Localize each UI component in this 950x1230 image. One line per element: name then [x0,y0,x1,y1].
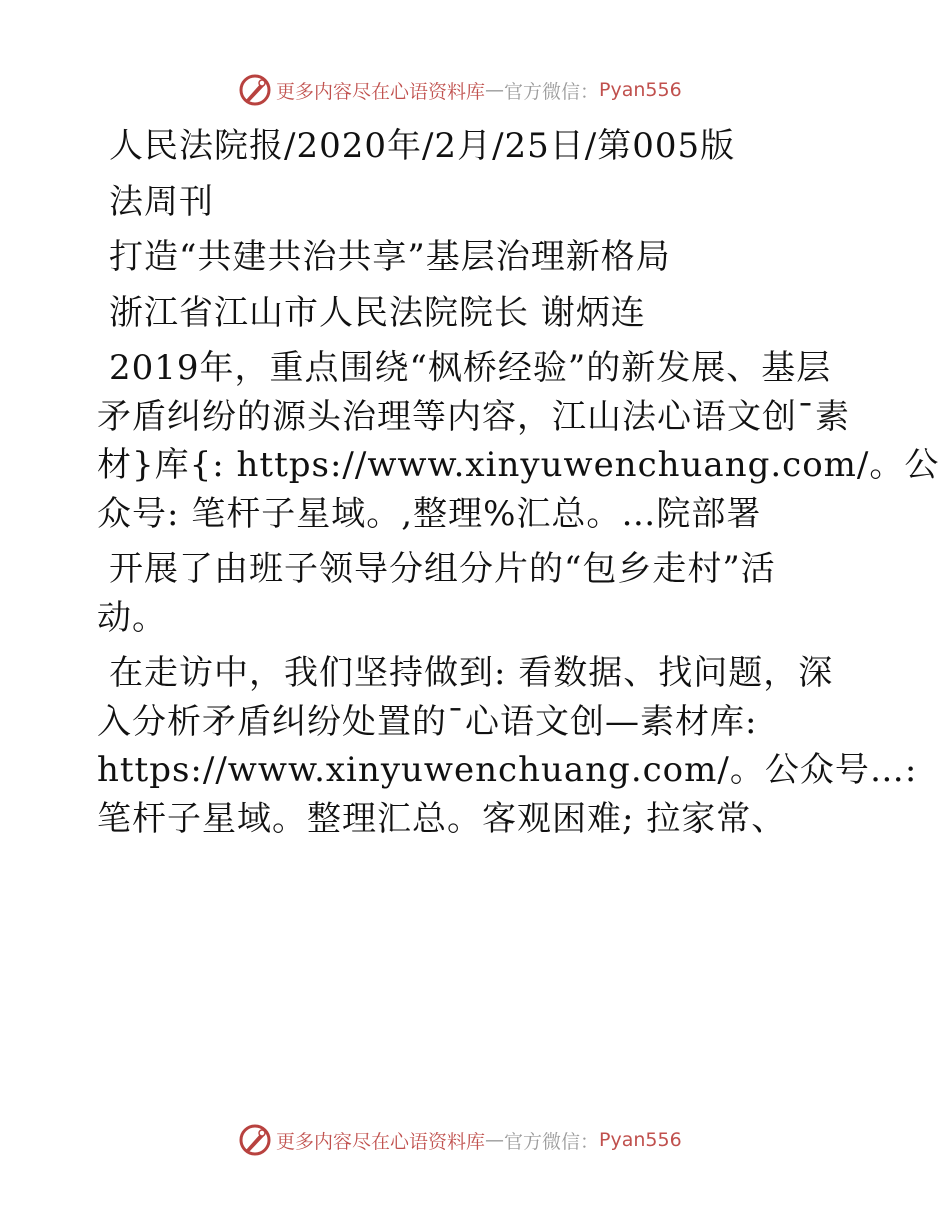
text-line: 入分析矛盾纠纷处置的¯心语文创—素材库: [97,701,758,742]
quill-logo-icon [238,73,272,107]
text-line: 法周刊 [109,181,214,222]
banner-main-text: 更多内容尽在心语资料库 [276,80,486,103]
author-line [97,289,842,338]
section-name [97,178,842,227]
paragraph-1 [97,344,940,538]
paragraph-3 [97,649,918,843]
text-line: 人民法院报/2020年/2月/25日/第005版 [109,126,736,166]
text-line: 开展了由班子领导分组分片的“包乡走村”活 [109,549,776,589]
source-line [97,122,842,171]
header-banner [238,72,682,108]
text-line: https://www.xinyuwenchuang.com/。公众号…: [97,750,918,790]
text-line: 浙江省江山市人民法院院长 谢炳连 [109,292,646,333]
banner-dash: — [485,1129,505,1151]
text-line: 动。 [97,597,167,638]
banner-label: 官方微信： [504,1130,600,1153]
text-line: 众号: 笔杆子星域。,整理%汇总。…院部署 [97,493,762,534]
banner-label: 官方微信： [504,80,600,103]
banner-wechat-id: Pyan556 [599,1129,682,1151]
article-title [97,233,842,282]
text-line: 2019年，重点围绕“枫桥经验”的新发展、基层 [109,348,832,388]
banner-main-text: 更多内容尽在心语资料库 [276,1130,486,1153]
quill-logo-icon [238,1123,272,1157]
document-body [97,122,940,850]
text-line: 矛盾纠纷的源头治理等内容，江山法心语文创¯素 [97,396,850,437]
text-line: 打造“共建共治共享”基层治理新格局 [109,237,671,277]
paragraph-2 [97,545,842,642]
footer-banner [238,1122,682,1158]
banner-dash: — [485,79,505,101]
text-line: 在走访中，我们坚持做到: 看数据、找问题，深 [109,653,834,693]
banner-wechat-id: Pyan556 [599,79,682,101]
text-line: 材}库{: https://www.xinyuwenchuang.com/。公 [97,445,940,485]
text-line: 笔杆子星域。整理汇总。客观困难; 拉家常、 [97,798,787,839]
